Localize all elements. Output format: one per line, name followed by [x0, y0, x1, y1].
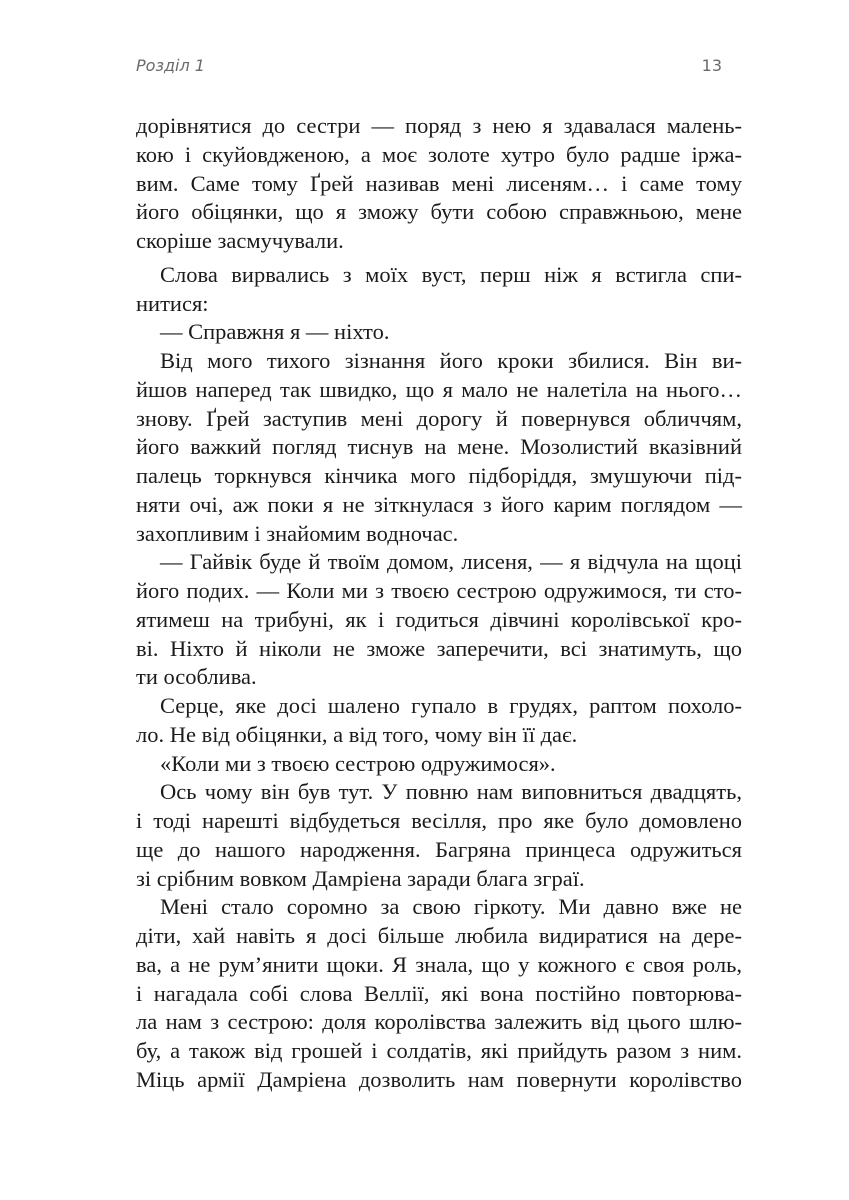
text-line: Мені стало соромно за свою гіркоту. Ми давно вже не: [160, 894, 742, 920]
paragraph: [136, 347, 742, 548]
paragraph: [136, 548, 742, 692]
text-line: — Гайвік буде й твоїм домом, лисеня, — я відчула на щоці: [160, 549, 742, 575]
text-line: Міць армії Дамріена дозволить нам повернути королівство: [136, 1066, 742, 1092]
text-line: Слова вирвались з моїх вуст, перш ніж я встигла спи-: [160, 261, 742, 287]
paragraph: [136, 893, 742, 1094]
text-line: ятимеш на трибуні, як і годиться дівчині королівської кро-: [136, 606, 742, 632]
text-line: ві. Ніхто й ніколи не зможе заперечити, всі знатимуть, що: [136, 635, 742, 661]
text-line: ще до нашого народження. Багряна принцеса одружиться: [136, 836, 742, 862]
text-line: захопливим і знайомим водночас.: [136, 520, 459, 546]
text-line: йшов наперед так швидко, що я мало не налетіла на нього…: [136, 376, 742, 402]
paragraph: [136, 750, 742, 779]
text-line: і нагадала собі слова Веллії, які вона постійно повторюва-: [136, 980, 742, 1006]
running-header: [136, 56, 722, 80]
page-number: 13: [701, 56, 722, 75]
paragraph: [136, 692, 742, 750]
text-line: зі срібним вовком Дамріена заради блага зграї.: [136, 865, 585, 891]
paragraph: [136, 261, 742, 319]
text-line: Серце, яке досі шалено гупало в грудях, раптом похоло-: [160, 693, 742, 718]
text-line: діти, хай навіть я досі більше любила видиратися на дере-: [136, 923, 742, 948]
text-line: ла нам з сестрою: доля королівства залежить від цього шлю-: [136, 1009, 742, 1035]
text-line: скоріше засмучували.: [136, 228, 344, 253]
text-line: няти очі, аж поки я не зіткнулася з його карим поглядом —: [136, 491, 742, 517]
text-line: Ось чому він був тут. У повню нам виповниться двадцять,: [160, 779, 742, 805]
paragraph: [136, 318, 742, 347]
text-line: його подих. — Коли ми з твоєю сестрою одружимося, ти сто-: [136, 578, 742, 603]
text-line: ти особлива.: [136, 664, 257, 690]
body-text: [136, 112, 742, 1095]
text-line: Від мого тихого зізнання його кроки збилися. Він ви-: [160, 348, 742, 373]
text-line: «Коли ми з твоєю сестрою одружимося».: [160, 750, 556, 776]
text-line: ло. Не від обіцянки, а від того, чому він її дає.: [136, 721, 578, 747]
text-line: кою і скуйовдженою, а моє золоте хутро було радше іржа-: [136, 141, 742, 167]
chapter-title: Розділ 1: [136, 56, 205, 75]
text-line: і тоді нарешті відбудеться весілля, про яке було домовлено: [136, 808, 742, 833]
text-line: ва, а не рум’янити щоки. Я знала, що у кожного є своя роль,: [136, 951, 742, 977]
text-line: нитися:: [136, 290, 209, 316]
text-line: його обіцянки, що я зможу бути собою справжньою, мене: [136, 199, 742, 225]
paragraph: [136, 778, 742, 893]
paragraph: [136, 112, 742, 256]
text-line: палець торкнувся кінчика мого підборіддя, змушуючи під-: [136, 463, 742, 488]
text-line: дорівнятися до сестри — поряд з нею я здавалася малень-: [136, 113, 742, 138]
text-line: бу, а також від грошей і солдатів, які прийдуть разом з ним.: [136, 1038, 742, 1063]
text-line: вим. Саме тому Ґрей називав мені лисеням… і саме тому: [136, 170, 742, 196]
text-line: знову. Ґрей заступив мені дорогу й повернувся обличчям,: [136, 405, 742, 431]
text-line: його важкий погляд тиснув на мене. Мозолистий вказівний: [136, 434, 742, 460]
text-line: — Справжня я — ніхто.: [160, 319, 390, 345]
